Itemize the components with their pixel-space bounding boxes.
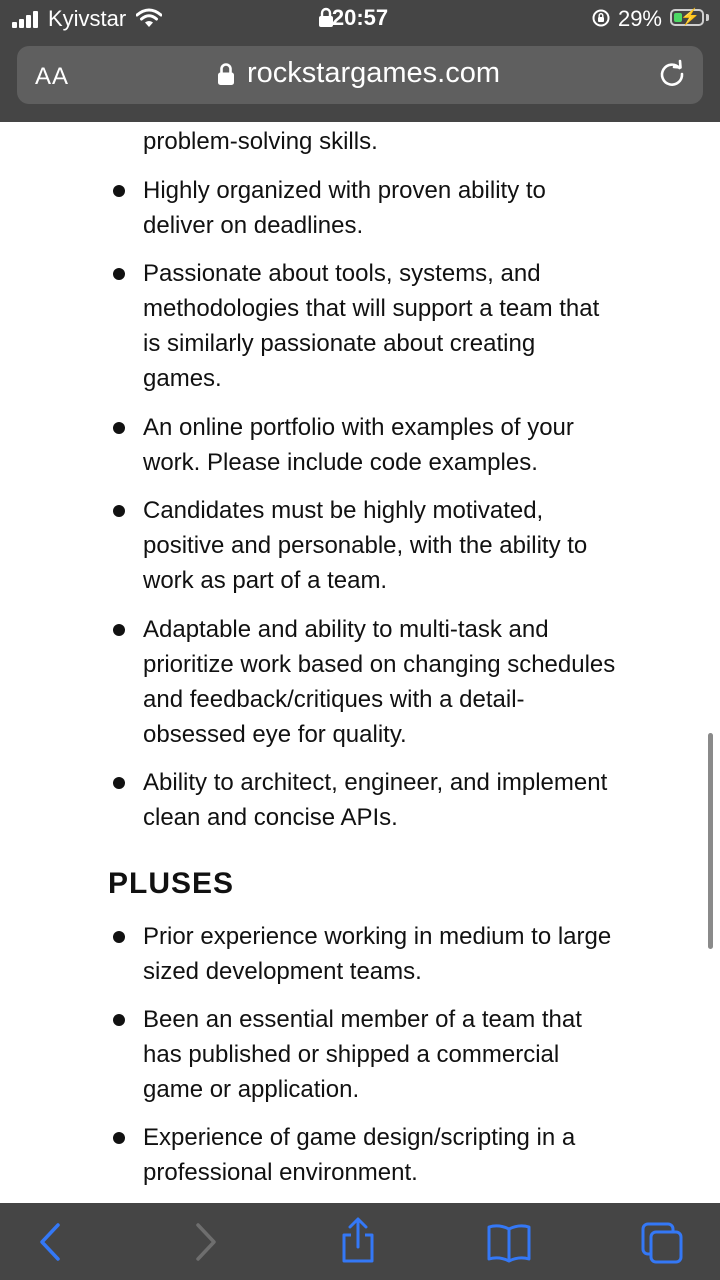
bullet [113,1132,125,1144]
bullet [113,505,125,517]
bullet [113,268,125,280]
tabs-icon[interactable] [640,1221,684,1265]
list-item: Passionate about tools, systems, and methodologies that will support a team that is similarly passionate about creating games. [143,260,600,392]
bookmarks-icon[interactable] [486,1223,532,1263]
list-item: Candidates must be highly motivated, positive and personable, with the ability to work as part of a team. [143,497,588,594]
text-size-button[interactable] [35,60,69,91]
browser-chrome [0,0,720,122]
bullet [113,931,125,943]
list-item: Experience of game design/scripting in a professional environment. [143,1124,576,1186]
reload-icon[interactable] [657,59,687,89]
share-icon[interactable] [338,1217,378,1265]
bullet [113,624,125,636]
bottom-toolbar [0,1203,720,1280]
web-content[interactable] [0,122,720,1203]
list-item: Ability to architect, engineer, and implement clean and concise APIs. [143,769,608,831]
battery-cap [706,14,709,21]
list-item: Prior experience working in medium to large sized development teams. [143,923,612,985]
list-item: Highly organized with proven ability to deliver on deadlines. [143,177,546,239]
battery-icon: ⚡ [670,9,704,26]
back-icon[interactable] [34,1221,66,1263]
pluses-heading: PLUSES [108,867,235,900]
status-bar [0,0,720,40]
scrollbar[interactable] [708,733,713,949]
address-bar[interactable] [17,46,703,104]
bullet [113,777,125,789]
battery-percent: 29% [617,6,662,31]
list-item-fragment: problem-solving skills. [143,128,378,155]
orientation-lock-icon [592,9,610,27]
carrier-name: Kyivstar [48,6,127,31]
forward-icon[interactable] [190,1221,222,1263]
list-item: Adaptable and ability to multi-task and prioritize work based on changing schedules and feedback/critiques with a detail-obsessed eye for quality. [143,616,616,748]
clock: 20:57 [331,5,389,30]
bullet [113,422,125,434]
list-item: Been an essential member of a team that has published or shipped a commercial game or application. [143,1006,582,1103]
bullet [113,185,125,197]
bullet [113,1014,125,1026]
secure-lock-icon [217,62,235,86]
url-text[interactable]: rockstargames.com [247,57,501,89]
text-size-label: AA [35,63,70,90]
list-item: An online portfolio with examples of your work. Please include code examples. [143,414,574,476]
